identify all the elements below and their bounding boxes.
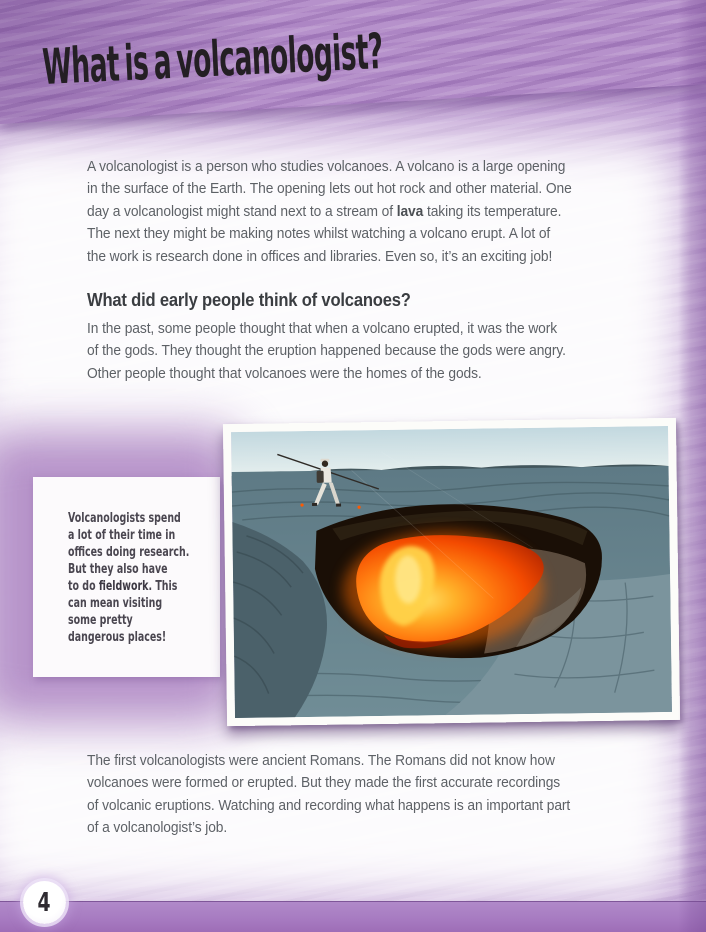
romans-line: The first volcanologists were ancient Romans. The Romans did not know how	[87, 752, 555, 769]
page-number-badge	[23, 881, 66, 924]
intro-line: The next they might be making notes whilst watching a volcano erupt. A lot of	[87, 225, 551, 243]
note-line-pre: to do	[68, 578, 99, 594]
early-people-paragraph	[87, 318, 566, 385]
bottom-band	[0, 901, 706, 932]
volcano-photo-art	[231, 426, 672, 718]
volcano-photo	[223, 418, 680, 726]
note-line: Volcanologists spend	[68, 510, 181, 526]
page-number: 4	[37, 887, 52, 918]
early-line: of the gods. They thought the eruption happened because the gods were angry.	[87, 342, 566, 360]
intro-line: in the surface of the Earth. The opening lets out hot rock and other material. One	[87, 180, 572, 198]
person-pack	[317, 471, 324, 483]
note-line: a lot of their time in	[68, 527, 176, 543]
early-line: Other people thought that volcanoes were the homes of the gods.	[87, 364, 482, 382]
person-foot-left	[312, 503, 317, 506]
intro-line-pre: day a volcanologist might stand next to a stream of	[87, 202, 397, 220]
note-line: some pretty	[68, 612, 133, 628]
note-line: offices doing research.	[68, 544, 190, 560]
fieldwork-note-box	[33, 477, 220, 677]
romans-line: of volcanic eruptions. Watching and recording what happens is an important part	[87, 796, 571, 814]
person-foot-right	[336, 504, 341, 507]
fieldwork-keyword: fieldwork	[98, 578, 149, 594]
lava-keyword: lava	[396, 202, 424, 220]
section-heading: What did early people think of volcanoes?	[87, 290, 411, 310]
intro-line	[87, 201, 572, 223]
romans-line: volcanoes were formed or erupted. But they made the first accurate recordings	[87, 774, 561, 792]
intro-line-post: taking its temperature.	[423, 202, 562, 220]
fieldwork-note-text	[68, 510, 189, 646]
note-line: But they also have	[68, 561, 168, 577]
intro-line: A volcanologist is a person who studies volcanoes. A volcano is a large opening	[87, 158, 566, 175]
note-line	[68, 578, 189, 595]
intro-paragraph	[87, 156, 572, 268]
early-line: In the past, some people thought that when a volcano erupted, it was the work	[87, 320, 558, 337]
intro-line: the work is research done in offices and libraries. Even so, it’s an exciting job!	[87, 247, 553, 265]
romans-line: of a volcanologist’s job.	[87, 819, 228, 837]
note-line: dangerous places!	[68, 629, 167, 645]
page-title-text: What is a volcanologist?	[41, 23, 385, 96]
note-line-post: . This	[148, 578, 178, 594]
note-line: can mean visiting	[68, 595, 163, 611]
romans-paragraph	[87, 750, 570, 840]
